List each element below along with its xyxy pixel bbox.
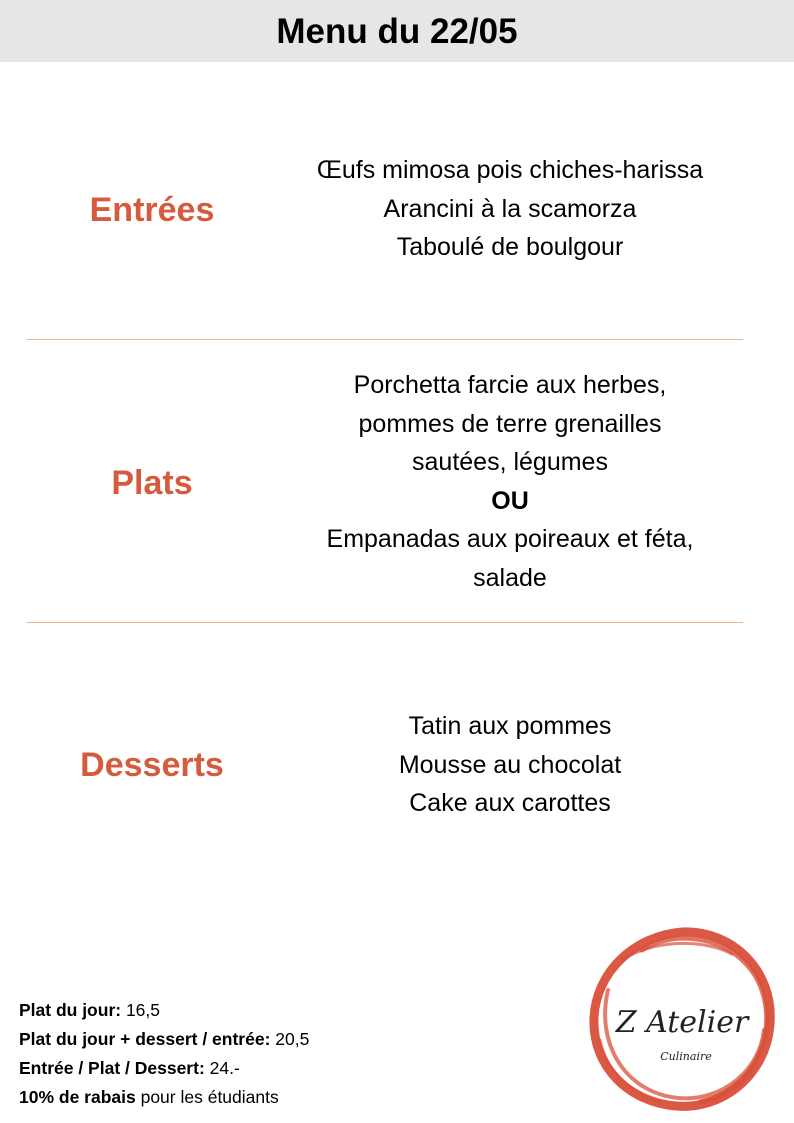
price-label: 10% de rabais — [19, 1087, 136, 1107]
price-line — [19, 996, 539, 1025]
or-separator: OU — [491, 486, 529, 515]
dish-list-desserts — [278, 707, 742, 823]
price-label: Entrée / Plat / Dessert: — [19, 1058, 205, 1078]
dish-list-plats — [278, 366, 742, 597]
dish-item: Œufs mimosa pois chiches-harissa — [316, 156, 704, 184]
price-line — [19, 1054, 539, 1083]
dish-item: Mousse au chocolat — [398, 750, 622, 779]
price-line — [19, 1083, 539, 1112]
dish-item: Taboulé de boulgour — [396, 233, 624, 261]
price-value: 16,5 — [121, 1000, 161, 1020]
dish-item: pommes de terre grenailles — [358, 409, 662, 438]
price-label: Plat du jour: — [19, 1000, 122, 1020]
section-heading-plats: Plats — [111, 464, 193, 502]
section-heading-desserts: Desserts — [80, 746, 224, 784]
price-value: pour les étudiants — [135, 1087, 279, 1107]
dish-item: Cake aux carottes — [409, 789, 611, 817]
price-value: 24.- — [204, 1058, 240, 1078]
dish-item: Tatin aux pommes — [408, 712, 612, 740]
price-value: 20,5 — [270, 1029, 310, 1049]
logo — [582, 920, 782, 1120]
dish-item: Porchetta farcie aux herbes, — [353, 371, 667, 399]
page-title: Menu du 22/05 — [276, 12, 518, 51]
dish-item: Arancini à la scamorza — [383, 194, 637, 223]
dish-item: Empanadas aux poireaux et féta, — [326, 525, 694, 553]
section-divider — [26, 622, 743, 623]
price-label: Plat du jour + dessert / entrée: — [19, 1029, 271, 1049]
dish-item: sautées, légumes — [412, 448, 608, 476]
section-heading-entrees: Entrées — [89, 191, 215, 229]
dish-item: salade — [473, 563, 547, 592]
price-list — [19, 996, 539, 1112]
price-line — [19, 1025, 539, 1054]
dish-list-entrees — [278, 151, 742, 267]
logo-subtitle: Culinaire — [660, 1050, 712, 1063]
logo-name: Z Atelier — [615, 1005, 749, 1040]
section-divider — [26, 339, 743, 340]
